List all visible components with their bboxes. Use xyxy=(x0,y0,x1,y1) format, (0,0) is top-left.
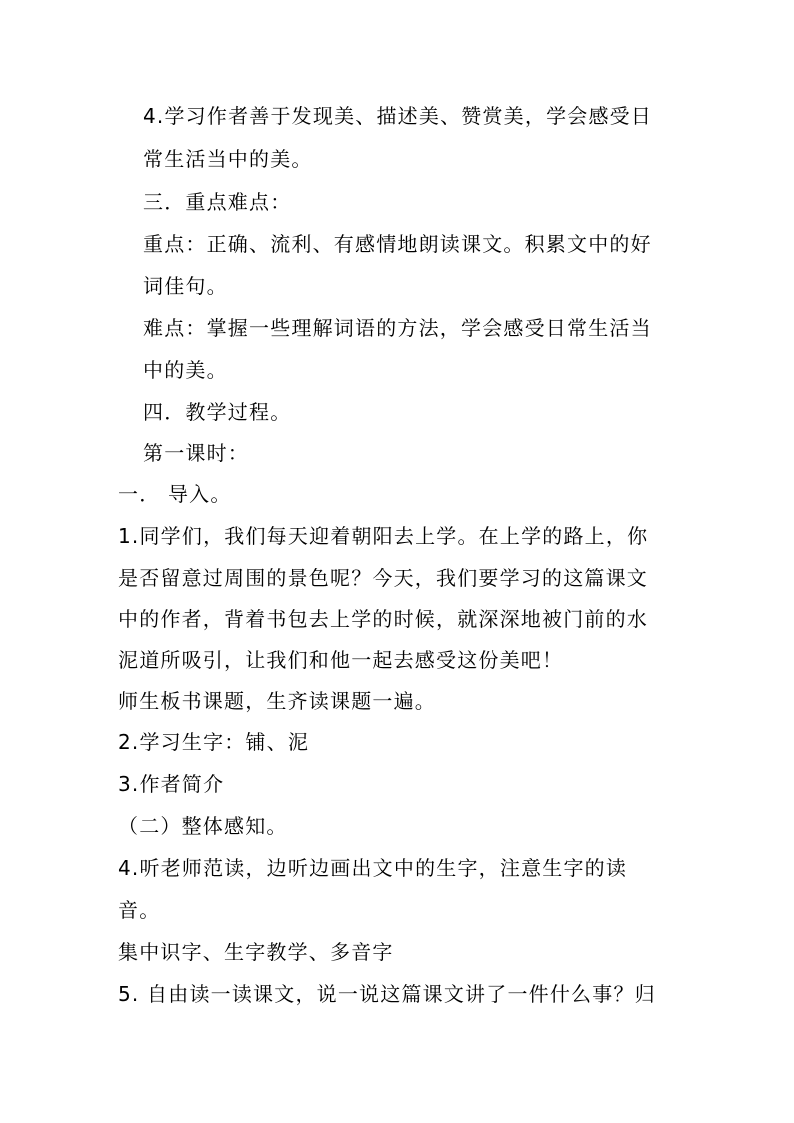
paragraph-line: 5. 自由读一读课文，说一说这篇课文讲了一件什么事？归 xyxy=(118,982,656,1006)
paragraph-line: 1.同学们，我们每天迎着朝阳去上学。在上学的路上，你 xyxy=(118,524,649,548)
paragraph-line: 中的作者，背着书包去上学的时候，就深深地被门前的水 xyxy=(118,607,648,631)
lesson-heading: 第一课时： xyxy=(143,441,249,465)
paragraph-line: 音。 xyxy=(118,898,161,922)
paragraph-line: 2.学习生字：铺、泥 xyxy=(118,730,310,754)
paragraph-line: 4.学习作者善于发现美、描述美、赞赏美，学会感受日 xyxy=(143,104,653,128)
section-heading: 三．重点难点： xyxy=(143,190,292,214)
paragraph-line: 重点：正确、流利、有感情地朗读课文。积累文中的好 xyxy=(143,232,652,256)
paragraph-line: 词佳句。 xyxy=(143,274,228,298)
paragraph-line: 泥道所吸引，让我们和他一起去感受这份美吧！ xyxy=(118,648,564,672)
section-heading: 四．教学过程。 xyxy=(143,400,292,424)
paragraph-line: 集中识字、生字教学、多音字 xyxy=(118,940,394,964)
paragraph-line: 中的美。 xyxy=(143,358,228,382)
paragraph-line: 难点：掌握一些理解词语的方法，学会感受日常生活当 xyxy=(143,316,652,340)
paragraph-line: 常生活当中的美。 xyxy=(143,147,313,171)
paragraph-line: 4.听老师范读，边听边画出文中的生字，注意生字的读 xyxy=(118,856,628,880)
paragraph-line: 3.作者简介 xyxy=(118,772,225,796)
paragraph-line: 是否留意过周围的景色呢？今天，我们要学习的这篇课文 xyxy=(118,566,648,590)
section-heading: （二）整体感知。 xyxy=(118,814,288,838)
section-heading: 一． 导入。 xyxy=(118,482,232,506)
paragraph-line: 师生板书课题，生齐读课题一遍。 xyxy=(118,689,436,713)
